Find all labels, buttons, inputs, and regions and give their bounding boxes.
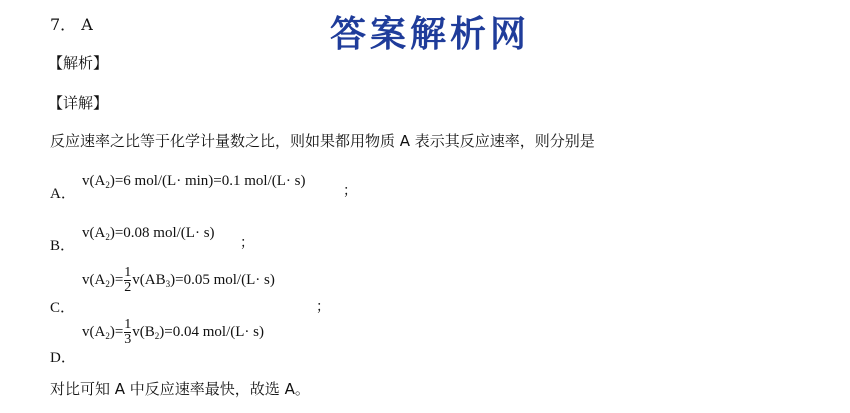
- option-c-post: )=0.05 mol/(L· s): [170, 271, 275, 288]
- option-c-frac-den: 2: [124, 280, 132, 295]
- option-c-label: C．: [50, 300, 76, 316]
- question-answer: A: [81, 15, 93, 34]
- option-c-sub2: 3: [165, 278, 171, 289]
- option-d-label: D．: [50, 350, 76, 366]
- option-b-label: B．: [50, 238, 76, 254]
- option-a-tail: ；: [343, 183, 357, 199]
- option-b-post: )=0.08 mol/(L· s): [109, 225, 215, 241]
- watermark-logo: 答案解析网: [330, 13, 531, 55]
- option-b-tail: ；: [240, 235, 254, 251]
- option-a-formula: [82, 173, 305, 190]
- option-a-post: )=6 mol/(L· min)=0.1 mol/(L· s): [109, 173, 306, 189]
- option-b-pre: v(A: [82, 225, 106, 241]
- option-d-post: )=0.04 mol/(L· s): [159, 323, 264, 340]
- option-d-fraction: [124, 318, 131, 347]
- option-c-pre: v(A: [82, 271, 106, 288]
- option-d-mid2: v(B: [132, 323, 155, 340]
- option-c-sub: 2: [105, 278, 110, 289]
- section-analysis: 【解析】: [48, 54, 109, 72]
- conclusion-text: 对比可知 A 中反应速率最快，故选 A。: [50, 380, 310, 398]
- intro-text: 反应速率之比等于化学计量数之比，则如果都用物质 A 表示其反应速率，则分别是: [50, 132, 595, 150]
- option-a-label: A．: [50, 186, 76, 202]
- option-d-sub2: 2: [154, 330, 160, 341]
- option-b-sub: 2: [105, 232, 110, 242]
- option-c-frac-num: 1: [124, 265, 132, 280]
- option-c-formula: [82, 266, 275, 295]
- option-c-fraction: [124, 266, 131, 295]
- option-d-formula: [82, 318, 264, 347]
- question-number-line: [50, 12, 93, 35]
- option-c-tail: ；: [316, 299, 330, 315]
- option-c-mid: )=: [109, 271, 124, 288]
- option-c-mid2: v(AB: [132, 271, 166, 288]
- section-detail: 【详解】: [48, 94, 109, 112]
- option-d-pre: v(A: [82, 323, 106, 340]
- option-a-pre: v(A: [82, 173, 106, 189]
- option-d-sub: 2: [105, 330, 110, 341]
- option-b-formula: [82, 225, 215, 242]
- option-a-sub: 2: [105, 180, 110, 190]
- option-d-frac-den: 3: [124, 332, 132, 347]
- option-d-frac-num: 1: [124, 317, 132, 332]
- option-d-mid: )=: [109, 323, 124, 340]
- question-number: 7．: [50, 15, 77, 34]
